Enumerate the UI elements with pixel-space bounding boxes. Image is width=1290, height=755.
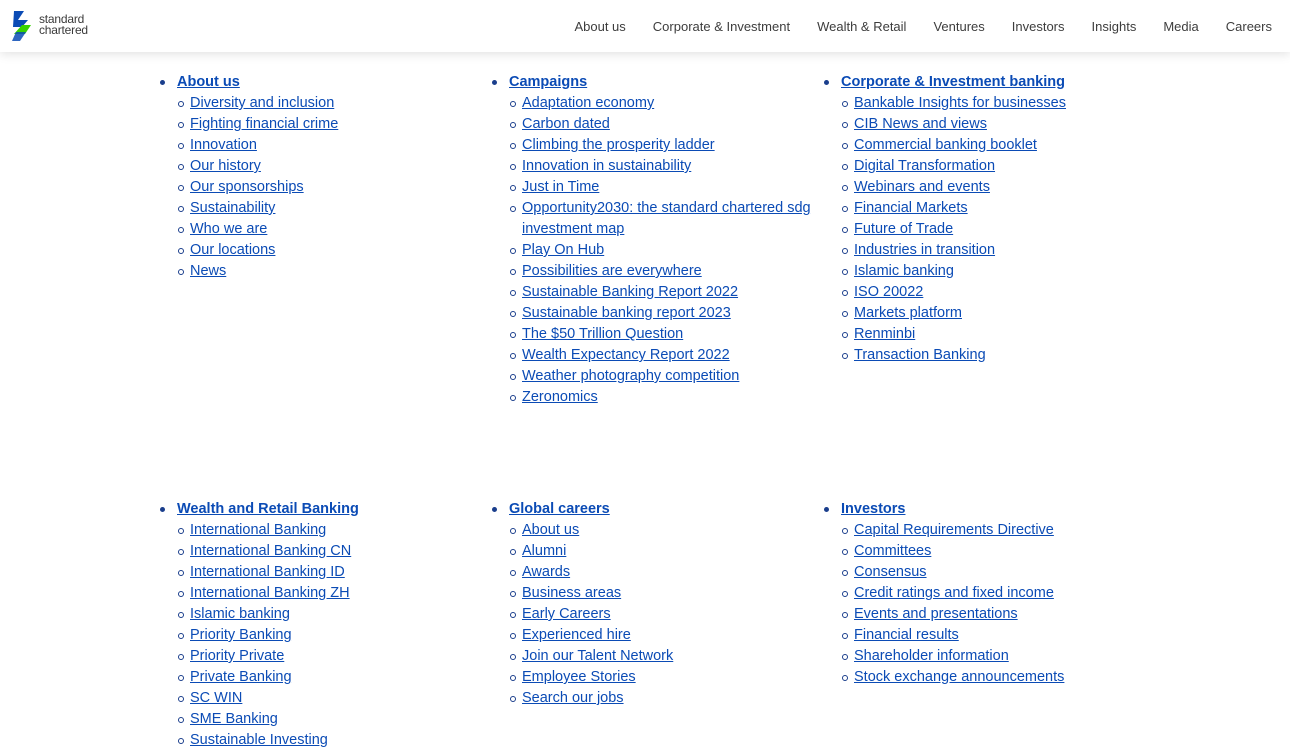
list-item	[854, 198, 1144, 219]
sitemap-section-about-us	[160, 72, 480, 282]
sitemap-link-alumni[interactable]: Alumni	[522, 543, 567, 559]
list-item	[190, 240, 480, 261]
logo-wordmark-line1: standard	[39, 14, 85, 26]
sitemap-link-sustainable-investing[interactable]: Sustainable Investing	[190, 732, 328, 748]
sitemap-link-committees[interactable]: Committees	[854, 543, 932, 559]
sitemap-link-sustainable-banking-report-2023[interactable]: Sustainable banking report 2023	[522, 305, 731, 321]
sitemap-section-list	[160, 499, 480, 751]
list-item	[522, 282, 812, 303]
sitemap-link-international-banking-id[interactable]: International Banking ID	[190, 564, 345, 580]
sitemap-section-list	[492, 72, 812, 408]
sitemap-link-play-on-hub[interactable]: Play On Hub	[522, 242, 605, 258]
list-item	[190, 625, 480, 646]
list-item	[522, 667, 812, 688]
list-item	[190, 135, 480, 156]
list-item	[522, 303, 812, 324]
list-item	[522, 261, 812, 282]
sitemap-link-renminbi[interactable]: Renminbi	[854, 326, 916, 342]
list-item	[522, 93, 812, 114]
list-item	[854, 282, 1144, 303]
sitemap-link-international-banking[interactable]: International Banking	[190, 522, 327, 538]
list-item	[854, 520, 1144, 541]
list-item	[522, 156, 812, 177]
list-item	[522, 604, 812, 625]
sitemap-link-adaptation-economy[interactable]: Adaptation economy	[522, 95, 655, 111]
list-item	[522, 520, 812, 541]
list-item	[854, 562, 1144, 583]
sitemap-column	[160, 499, 480, 751]
sitemap-link-carbon-dated[interactable]: Carbon dated	[522, 116, 610, 132]
sitemap-link-opportunity2030-the-standard-chartered-sdg-investment-map[interactable]: Opportunity2030: the standard chartered sdg investment map	[522, 200, 811, 237]
list-item	[854, 261, 1144, 282]
sitemap-link-just-in-time[interactable]: Just in Time	[522, 179, 600, 195]
sitemap-link-diversity-and-inclusion[interactable]: Diversity and inclusion	[190, 95, 335, 111]
sitemap-section-wealth-and-retail-banking	[160, 499, 480, 751]
list-item	[522, 135, 812, 156]
sitemap-section-list	[824, 499, 1144, 688]
sitemap-link-financial-results[interactable]: Financial results	[854, 627, 959, 643]
sitemap-link-climbing-the-prosperity-ladder[interactable]: Climbing the prosperity ladder	[522, 137, 715, 153]
nav-media[interactable]: Media	[1163, 18, 1199, 34]
list-item	[190, 562, 480, 583]
list-item	[190, 667, 480, 688]
sitemap-link-sme-banking[interactable]: SME Banking	[190, 711, 278, 727]
sitemap-link-list	[177, 93, 480, 282]
sitemap-link-cib-news-and-views[interactable]: CIB News and views	[854, 116, 987, 132]
list-item	[522, 562, 812, 583]
sitemap-link-who-we-are[interactable]: Who we are	[190, 221, 268, 237]
list-item	[190, 93, 480, 114]
section-title-link[interactable]: Global careers	[509, 501, 610, 517]
sitemap-link-consensus[interactable]: Consensus	[854, 564, 927, 580]
sitemap-link-list	[841, 520, 1144, 688]
list-item	[190, 156, 480, 177]
sitemap-section-list	[492, 499, 812, 709]
list-item	[190, 177, 480, 198]
logo-wordmark	[39, 14, 103, 36]
list-item	[522, 625, 812, 646]
sitemap-column	[160, 72, 480, 282]
sitemap-link-business-areas[interactable]: Business areas	[522, 585, 622, 601]
list-item	[854, 625, 1144, 646]
sitemap-link-list	[177, 520, 480, 751]
list-item	[190, 730, 480, 751]
list-item	[522, 541, 812, 562]
list-item	[190, 646, 480, 667]
list-item	[522, 366, 812, 387]
sitemap-link-list	[509, 520, 812, 709]
sitemap-column	[824, 72, 1144, 366]
logo-wordmark-line2: chartered	[39, 23, 88, 36]
sitemap-link-islamic-banking[interactable]: Islamic banking	[190, 606, 290, 622]
section-title-link[interactable]: Campaigns	[509, 74, 588, 90]
sitemap-link-list	[841, 93, 1144, 366]
sitemap-content	[0, 52, 1290, 755]
sitemap-link-weather-photography-competition[interactable]: Weather photography competition	[522, 368, 740, 384]
section-title-link[interactable]: Wealth and Retail Banking	[177, 501, 359, 517]
list-item	[854, 156, 1144, 177]
sitemap-link-private-banking[interactable]: Private Banking	[190, 669, 292, 685]
list-item	[854, 583, 1144, 604]
section-title-link[interactable]: Corporate & Investment banking	[841, 74, 1065, 90]
sitemap-link-financial-markets[interactable]: Financial Markets	[854, 200, 968, 216]
sitemap-link-join-our-talent-network[interactable]: Join our Talent Network	[522, 648, 674, 664]
sitemap-section-list	[824, 72, 1144, 366]
list-item	[190, 198, 480, 219]
site-header	[0, 0, 1290, 52]
sitemap-link-stock-exchange-announcements[interactable]: Stock exchange announcements	[854, 669, 1065, 685]
sitemap-link-about-us[interactable]: About us	[522, 522, 580, 538]
list-item	[190, 604, 480, 625]
list-item	[854, 604, 1144, 625]
list-item	[190, 688, 480, 709]
sitemap-section-list	[160, 72, 480, 282]
sitemap-link-webinars-and-events[interactable]: Webinars and events	[854, 179, 990, 195]
sitemap-link-our-sponsorships[interactable]: Our sponsorships	[190, 179, 304, 195]
nav-investors[interactable]: Investors	[1011, 18, 1065, 34]
logo-mark-icon	[10, 9, 34, 43]
list-item	[854, 646, 1144, 667]
list-item	[854, 135, 1144, 156]
list-item	[190, 709, 480, 730]
sitemap-link-news[interactable]: News	[190, 263, 227, 279]
sitemap-link-future-of-trade[interactable]: Future of Trade	[854, 221, 954, 237]
sitemap-link-innovation-in-sustainability[interactable]: Innovation in sustainability	[522, 158, 692, 174]
sitemap-link-iso-20022[interactable]: ISO 20022	[854, 284, 924, 300]
sitemap-link-employee-stories[interactable]: Employee Stories	[522, 669, 636, 685]
sitemap-column	[492, 72, 812, 408]
list-item	[522, 345, 812, 366]
nav-insights[interactable]: Insights	[1091, 18, 1137, 34]
list-item	[854, 240, 1144, 261]
sitemap-link-transaction-banking[interactable]: Transaction Banking	[854, 347, 986, 363]
sitemap-link-shareholder-information[interactable]: Shareholder information	[854, 648, 1009, 664]
sitemap-link-commercial-banking-booklet[interactable]: Commercial banking booklet	[854, 137, 1037, 153]
sitemap-link-international-banking-zh[interactable]: International Banking ZH	[190, 585, 350, 601]
list-item	[854, 303, 1144, 324]
list-item	[190, 114, 480, 135]
nav-ventures[interactable]: Ventures	[933, 18, 985, 34]
sitemap-section-investors	[824, 499, 1144, 688]
sitemap-link-our-locations[interactable]: Our locations	[190, 242, 276, 258]
sitemap-link-the-50-trillion-question[interactable]: The $50 Trillion Question	[522, 326, 684, 342]
sitemap-link-industries-in-transition[interactable]: Industries in transition	[854, 242, 996, 258]
nav-corporate-investment[interactable]: Corporate & Investment	[652, 18, 791, 34]
sitemap-link-possibilities-are-everywhere[interactable]: Possibilities are everywhere	[522, 263, 702, 279]
sitemap-link-capital-requirements-directive[interactable]: Capital Requirements Directive	[854, 522, 1054, 538]
list-item	[854, 541, 1144, 562]
sitemap-link-credit-ratings-and-fixed-income[interactable]: Credit ratings and fixed income	[854, 585, 1054, 601]
list-item	[522, 688, 812, 709]
sitemap-link-bankable-insights-for-businesses[interactable]: Bankable Insights for businesses	[854, 95, 1066, 111]
list-item	[190, 541, 480, 562]
sitemap-link-innovation[interactable]: Innovation	[190, 137, 257, 153]
sitemap-column	[824, 499, 1144, 688]
list-item	[190, 583, 480, 604]
sitemap-link-sc-win[interactable]: SC WIN	[190, 690, 243, 706]
sitemap-link-markets-platform[interactable]: Markets platform	[854, 305, 962, 321]
sitemap-section-corporate-investment-banking	[824, 72, 1144, 366]
sitemap-link-islamic-banking[interactable]: Islamic banking	[854, 263, 954, 279]
sitemap-link-international-banking-cn[interactable]: International Banking CN	[190, 543, 352, 559]
list-item	[522, 583, 812, 604]
sitemap-link-early-careers[interactable]: Early Careers	[522, 606, 611, 622]
list-item	[854, 324, 1144, 345]
list-item	[854, 93, 1144, 114]
sitemap-link-sustainability[interactable]: Sustainability	[190, 200, 276, 216]
sitemap-link-sustainable-banking-report-2022[interactable]: Sustainable Banking Report 2022	[522, 284, 739, 300]
sitemap-link-awards[interactable]: Awards	[522, 564, 571, 580]
sitemap-link-search-our-jobs[interactable]: Search our jobs	[522, 690, 624, 706]
sitemap-link-experienced-hire[interactable]: Experienced hire	[522, 627, 631, 643]
sitemap-section-campaigns	[492, 72, 812, 408]
list-item	[190, 520, 480, 541]
list-item	[854, 114, 1144, 135]
sitemap-link-priority-banking[interactable]: Priority Banking	[190, 627, 292, 643]
sitemap-link-events-and-presentations[interactable]: Events and presentations	[854, 606, 1018, 622]
list-item	[854, 177, 1144, 198]
nav-careers[interactable]: Careers	[1225, 18, 1272, 34]
nav-about-us[interactable]: About us	[574, 18, 626, 34]
sitemap-link-zeronomics[interactable]: Zeronomics	[522, 389, 598, 405]
list-item	[522, 240, 812, 261]
section-title-link[interactable]: Investors	[841, 501, 906, 517]
list-item	[522, 198, 812, 240]
sitemap-link-fighting-financial-crime[interactable]: Fighting financial crime	[190, 116, 339, 132]
standard-chartered-logo[interactable]	[10, 9, 100, 43]
sitemap-link-priority-private[interactable]: Priority Private	[190, 648, 285, 664]
list-item	[854, 219, 1144, 240]
list-item	[522, 387, 812, 408]
sitemap-section-global-careers	[492, 499, 812, 709]
sitemap-column	[492, 499, 812, 709]
list-item	[522, 177, 812, 198]
list-item	[522, 324, 812, 345]
sitemap-link-digital-transformation[interactable]: Digital Transformation	[854, 158, 996, 174]
sitemap-link-list	[509, 93, 812, 408]
list-item	[522, 646, 812, 667]
list-item	[854, 345, 1144, 366]
list-item	[190, 261, 480, 282]
list-item	[522, 114, 812, 135]
sitemap-link-our-history[interactable]: Our history	[190, 158, 261, 174]
list-item	[854, 667, 1144, 688]
sitemap-link-wealth-expectancy-report-2022[interactable]: Wealth Expectancy Report 2022	[522, 347, 730, 363]
list-item	[190, 219, 480, 240]
main-nav	[547, 0, 1272, 52]
nav-wealth-retail[interactable]: Wealth & Retail	[817, 18, 907, 34]
section-title-link[interactable]: About us	[177, 74, 240, 90]
